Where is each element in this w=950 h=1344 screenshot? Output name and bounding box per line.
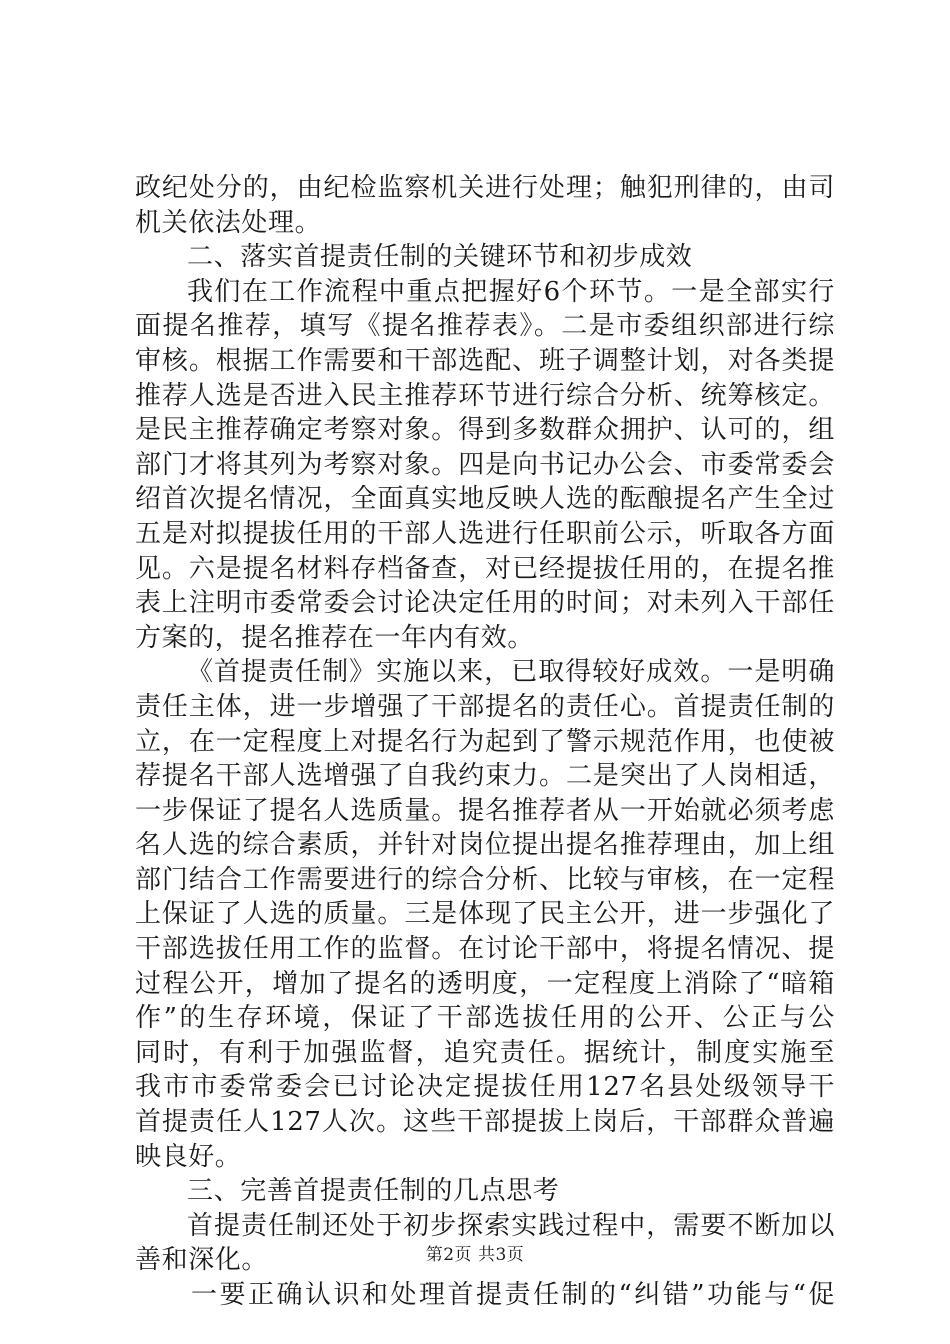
text-line: 《首提责任制》实施以来，已取得较好成效。一是明确 [187, 657, 835, 688]
text-line: 机关依法处理。 [135, 207, 322, 238]
body-text [135, 171, 835, 1313]
text-line: 是民主推荐确定考察对象。得到多数群众拥护、认可的，组 [135, 415, 835, 446]
text-line: 映良好。 [135, 1141, 242, 1172]
text-line: 部门结合工作需要进行的综合分析、比较与审核，在一定程 [135, 864, 835, 895]
text-line: 我市市委常委会已讨论决定提拔任用127名县处级领导干 [135, 1072, 835, 1103]
text-line: 政纪处分的，由纪检监察机关进行处理；触犯刑律的，由司 [135, 173, 835, 203]
text-line: 过程公开，增加了提名的透明度，一定程度上消除了“暗箱 [135, 968, 835, 999]
text-line: 见。六是提名材料存档备查，对已经提拔任用的，在提名推 [135, 553, 835, 584]
text-line: 推荐人选是否进入民主推荐环节进行综合分析、统筹核定。 [135, 380, 835, 411]
text-line: 首提责任制还处于初步探索实践过程中，需要不断加以 [187, 1210, 835, 1241]
text-line: 方案的，提名推荐在一年内有效。 [135, 622, 535, 653]
text-line: 荐提名干部人选增强了自我约束力。二是突出了人岗相适， [135, 761, 835, 792]
text-line: 首提责任人127人次。这些干部提拔上岗后，干部群众普遍 [135, 1107, 835, 1138]
text-line: 三、完善首提责任制的几点思考 [187, 1176, 560, 1207]
text-line: 绍首次提名情况，全面真实地反映人选的酝酿提名产生全过 [135, 484, 835, 515]
text-line: 立，在一定程度上对提名行为起到了警示规范作用，也使被 [135, 726, 835, 757]
text-line: 审核。根据工作需要和干部选配、班子调整计划，对各类提 [135, 345, 835, 376]
text-line: 上保证了人选的质量。三是体现了民主公开，进一步强化了 [135, 899, 835, 930]
text-line: 部门才将其列为考察对象。四是向书记办公会、市委常委会 [135, 449, 835, 480]
text-line: 五是对拟提拔任用的干部人选进行任职前公示，听取各方面 [135, 518, 835, 549]
text-line: 一要正确认识和处理首提责任制的“纠错”功能与“促 [191, 1280, 835, 1310]
text-line: 名人选的综合素质，并针对岗位提出提名推荐理由，加上组 [135, 830, 835, 861]
text-line: 作”的生存环境，保证了干部选拔任用的公开、公正与公 [135, 1003, 835, 1034]
text-line: 二、落实首提责任制的关键环节和初步成效 [187, 242, 693, 273]
page-footer: 第2页 共3页 [425, 1245, 525, 1265]
text-line: 表上注明市委常委会讨论决定任用的时间；对未列入干部任 [135, 588, 835, 619]
text-line: 面提名推荐，填写《提名推荐表》。二是市委组织部进行综 [135, 311, 835, 342]
text-line: 我们在工作流程中重点把握好6个环节。一是全部实行 [187, 276, 835, 307]
text-line: 干部选拔任用工作的监督。在讨论干部中，将提名情况、提 [135, 934, 835, 965]
text-line: 一步保证了提名人选质量。提名推荐者从一开始就必须考虑 [135, 795, 835, 826]
text-line: 责任主体，进一步增强了干部提名的责任心。首提责任制的 [135, 691, 835, 722]
text-line: 同时，有利于加强监督，追究责任。据统计，制度实施至 [135, 1037, 835, 1068]
text-line: 善和深化。 [135, 1245, 269, 1276]
